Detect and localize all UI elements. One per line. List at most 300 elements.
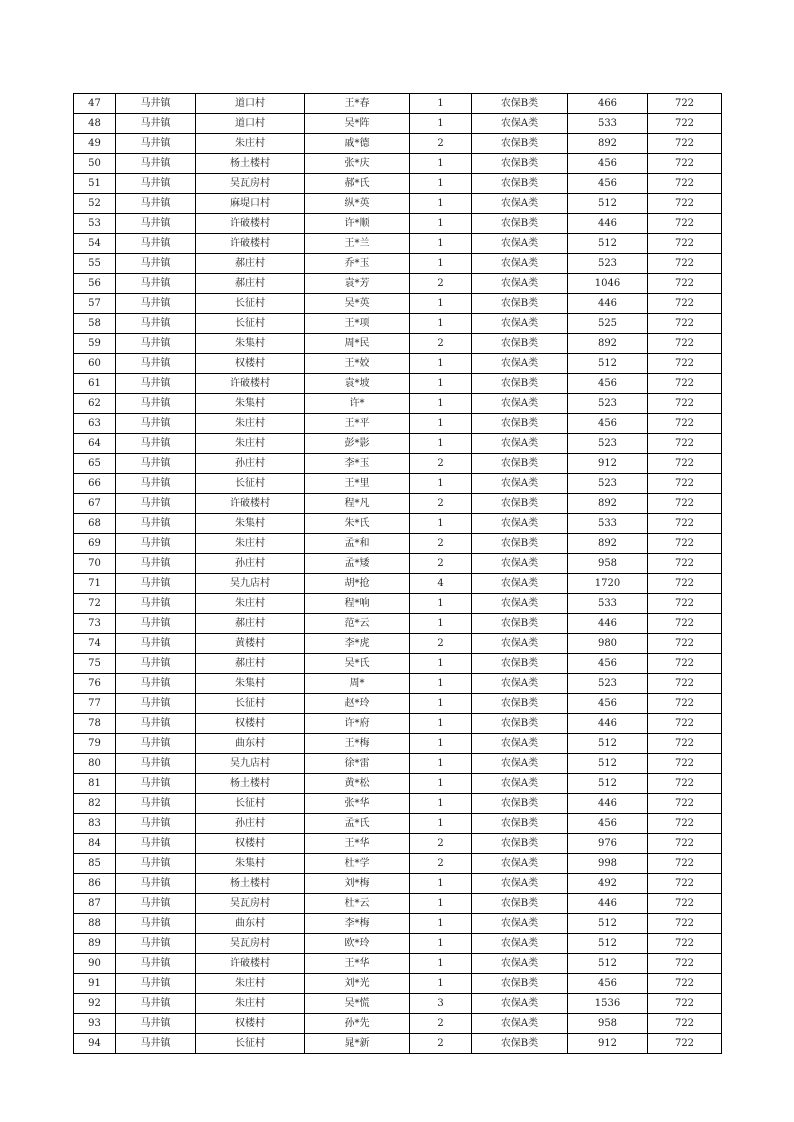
table-row	[74, 394, 722, 414]
table-cell: 周*民	[305, 334, 410, 354]
table-cell: 456	[568, 374, 648, 394]
table-cell: 87	[74, 894, 116, 914]
table-cell: 孙庄村	[196, 554, 305, 574]
table-cell: 农保B类	[472, 614, 568, 634]
table-cell: 1	[410, 674, 472, 694]
table-cell: 刘*梅	[305, 874, 410, 894]
table-cell: 长征村	[196, 314, 305, 334]
table-cell: 722	[648, 114, 722, 134]
table-cell: 512	[568, 914, 648, 934]
table-cell: 722	[648, 374, 722, 394]
table-cell: 73	[74, 614, 116, 634]
table-cell: 53	[74, 214, 116, 234]
table-cell: 李*虎	[305, 634, 410, 654]
table-cell: 1	[410, 214, 472, 234]
table-cell: 马井镇	[116, 374, 196, 394]
table-row	[74, 634, 722, 654]
table-cell: 55	[74, 254, 116, 274]
table-cell: 2	[410, 554, 472, 574]
table-cell: 杨土楼村	[196, 154, 305, 174]
table-cell: 吴*慌	[305, 994, 410, 1014]
table-cell: 94	[74, 1034, 116, 1054]
table-cell: 许破楼村	[196, 954, 305, 974]
table-cell: 农保A类	[472, 274, 568, 294]
table-cell: 王*华	[305, 834, 410, 854]
table-cell: 1	[410, 954, 472, 974]
table-cell: 农保A类	[472, 194, 568, 214]
table-cell: 1	[410, 774, 472, 794]
table-cell: 马井镇	[116, 754, 196, 774]
table-cell: 533	[568, 594, 648, 614]
table-cell: 马井镇	[116, 554, 196, 574]
table-cell: 乔*玉	[305, 254, 410, 274]
table-cell: 许*府	[305, 714, 410, 734]
table-cell: 长征村	[196, 1034, 305, 1054]
table-cell: 456	[568, 154, 648, 174]
table-cell: 袁*芳	[305, 274, 410, 294]
table-cell: 杨土楼村	[196, 874, 305, 894]
table-cell: 王*姣	[305, 354, 410, 374]
table-cell: 85	[74, 854, 116, 874]
table-row	[74, 774, 722, 794]
table-cell: 89	[74, 934, 116, 954]
table-cell: 2	[410, 634, 472, 654]
table-cell: 1	[410, 294, 472, 314]
table-row	[74, 834, 722, 854]
table-cell: 道口村	[196, 114, 305, 134]
table-cell: 农保A类	[472, 994, 568, 1014]
table-cell: 许*顺	[305, 214, 410, 234]
table-cell: 农保A类	[472, 354, 568, 374]
table-cell: 吴瓦房村	[196, 894, 305, 914]
table-cell: 农保A类	[472, 594, 568, 614]
table-cell: 纵*英	[305, 194, 410, 214]
table-cell: 523	[568, 254, 648, 274]
table-cell: 722	[648, 214, 722, 234]
table-cell: 农保A类	[472, 754, 568, 774]
table-cell: 农保B类	[472, 1034, 568, 1054]
table-cell: 欧*玲	[305, 934, 410, 954]
table-cell: 马井镇	[116, 574, 196, 594]
table-cell: 1	[410, 754, 472, 774]
table-row	[74, 474, 722, 494]
table-cell: 孙庄村	[196, 814, 305, 834]
table-cell: 1	[410, 194, 472, 214]
table-cell: 912	[568, 454, 648, 474]
table-cell: 马井镇	[116, 94, 196, 114]
table-cell: 农保B类	[472, 414, 568, 434]
table-row	[74, 534, 722, 554]
table-cell: 马井镇	[116, 854, 196, 874]
table-cell: 1	[410, 614, 472, 634]
table-cell: 张*华	[305, 794, 410, 814]
table-cell: 722	[648, 474, 722, 494]
table-cell: 马井镇	[116, 994, 196, 1014]
table-row	[74, 154, 722, 174]
table-row	[74, 374, 722, 394]
table-cell: 512	[568, 234, 648, 254]
table-cell: 722	[648, 274, 722, 294]
table-cell: 47	[74, 94, 116, 114]
table-cell: 孙庄村	[196, 454, 305, 474]
table-cell: 82	[74, 794, 116, 814]
table-cell: 农保A类	[472, 574, 568, 594]
table-cell: 533	[568, 514, 648, 534]
table-cell: 50	[74, 154, 116, 174]
table-cell: 马井镇	[116, 874, 196, 894]
table-cell: 1	[410, 734, 472, 754]
table-cell: 朱庄村	[196, 414, 305, 434]
table-row	[74, 234, 722, 254]
table-cell: 523	[568, 474, 648, 494]
table-cell: 农保A类	[472, 854, 568, 874]
table-cell: 王*梅	[305, 734, 410, 754]
table-row	[74, 414, 722, 434]
table-cell: 1	[410, 514, 472, 534]
table-cell: 512	[568, 774, 648, 794]
table-cell: 马井镇	[116, 834, 196, 854]
table-cell: 51	[74, 174, 116, 194]
table-cell: 赵*玲	[305, 694, 410, 714]
table-cell: 722	[648, 334, 722, 354]
table-cell: 722	[648, 394, 722, 414]
table-cell: 吴*阵	[305, 114, 410, 134]
table-cell: 958	[568, 1014, 648, 1034]
table-cell: 1	[410, 374, 472, 394]
table-cell: 722	[648, 954, 722, 974]
table-cell: 77	[74, 694, 116, 714]
table-cell: 马井镇	[116, 354, 196, 374]
table-cell: 马井镇	[116, 814, 196, 834]
table-cell: 54	[74, 234, 116, 254]
table-cell: 1	[410, 354, 472, 374]
table-cell: 农保A类	[472, 314, 568, 334]
table-cell: 农保B类	[472, 154, 568, 174]
table-cell: 农保B类	[472, 534, 568, 554]
table-cell: 62	[74, 394, 116, 414]
table-cell: 朱集村	[196, 854, 305, 874]
table-row	[74, 614, 722, 634]
table-cell: 范*云	[305, 614, 410, 634]
table-cell: 523	[568, 434, 648, 454]
table-cell: 722	[648, 654, 722, 674]
table-cell: 892	[568, 494, 648, 514]
table-cell: 1	[410, 694, 472, 714]
table-cell: 71	[74, 574, 116, 594]
table-cell: 998	[568, 854, 648, 874]
table-row	[74, 254, 722, 274]
table-cell: 512	[568, 354, 648, 374]
table-cell: 农保B类	[472, 134, 568, 154]
table-cell: 朱庄村	[196, 594, 305, 614]
table-cell: 王*平	[305, 414, 410, 434]
table-cell: 1	[410, 234, 472, 254]
table-cell: 525	[568, 314, 648, 334]
table-row	[74, 514, 722, 534]
table-cell: 孟*氏	[305, 814, 410, 834]
table-cell: 892	[568, 134, 648, 154]
table-cell: 马井镇	[116, 974, 196, 994]
table-cell: 4	[410, 574, 472, 594]
table-cell: 吴瓦房村	[196, 934, 305, 954]
table-row	[74, 174, 722, 194]
table-cell: 马井镇	[116, 314, 196, 334]
table-cell: 78	[74, 714, 116, 734]
table-cell: 81	[74, 774, 116, 794]
table-cell: 袁*坡	[305, 374, 410, 394]
table-cell: 76	[74, 674, 116, 694]
table-cell: 722	[648, 234, 722, 254]
table-row	[74, 334, 722, 354]
table-cell: 刘*光	[305, 974, 410, 994]
table-cell: 马井镇	[116, 414, 196, 434]
table-cell: 周*	[305, 674, 410, 694]
table-cell: 1	[410, 254, 472, 274]
table-cell: 1	[410, 114, 472, 134]
table-cell: 马井镇	[116, 654, 196, 674]
table-cell: 446	[568, 214, 648, 234]
table-cell: 722	[648, 294, 722, 314]
table-cell: 郝*氏	[305, 174, 410, 194]
table-cell: 郝庄村	[196, 274, 305, 294]
table-cell: 农保A类	[472, 394, 568, 414]
table-cell: 92	[74, 994, 116, 1014]
table-cell: 农保B类	[472, 494, 568, 514]
table-cell: 权楼村	[196, 354, 305, 374]
table-cell: 66	[74, 474, 116, 494]
table-cell: 1	[410, 174, 472, 194]
table-cell: 512	[568, 734, 648, 754]
table-cell: 农保B类	[472, 294, 568, 314]
table-cell: 1046	[568, 274, 648, 294]
table-cell: 农保A类	[472, 474, 568, 494]
table-cell: 722	[648, 754, 722, 774]
table-cell: 1	[410, 594, 472, 614]
table-cell: 许破楼村	[196, 494, 305, 514]
table-cell: 吴九店村	[196, 754, 305, 774]
table-cell: 马井镇	[116, 914, 196, 934]
table-cell: 2	[410, 1034, 472, 1054]
table-cell: 722	[648, 614, 722, 634]
table-cell: 722	[648, 514, 722, 534]
table-cell: 朱庄村	[196, 974, 305, 994]
table-cell: 2	[410, 134, 472, 154]
table-row	[74, 494, 722, 514]
table-cell: 农保B类	[472, 94, 568, 114]
table-cell: 马井镇	[116, 954, 196, 974]
table-cell: 权楼村	[196, 834, 305, 854]
table-cell: 722	[648, 1014, 722, 1034]
table-cell: 1	[410, 814, 472, 834]
table-cell: 722	[648, 974, 722, 994]
table-cell: 农保B类	[472, 654, 568, 674]
table-cell: 农保A类	[472, 434, 568, 454]
table-row	[74, 714, 722, 734]
table-cell: 马井镇	[116, 514, 196, 534]
table-cell: 722	[648, 714, 722, 734]
table-row	[74, 114, 722, 134]
table-cell: 曲东村	[196, 734, 305, 754]
table-cell: 722	[648, 894, 722, 914]
table-cell: 722	[648, 734, 722, 754]
table-cell: 朱集村	[196, 334, 305, 354]
table-cell: 722	[648, 534, 722, 554]
table-cell: 胡*抢	[305, 574, 410, 594]
table-cell: 农保B类	[472, 894, 568, 914]
table-cell: 戚*德	[305, 134, 410, 154]
table-cell: 1	[410, 914, 472, 934]
table-cell: 马井镇	[116, 694, 196, 714]
table-cell: 吴*英	[305, 294, 410, 314]
table-cell: 722	[648, 914, 722, 934]
table-cell: 朱集村	[196, 674, 305, 694]
table-cell: 892	[568, 334, 648, 354]
table-cell: 张*庆	[305, 154, 410, 174]
table-cell: 王*春	[305, 94, 410, 114]
table-cell: 722	[648, 874, 722, 894]
table-cell: 722	[648, 694, 722, 714]
table-cell: 2	[410, 854, 472, 874]
table-cell: 郝庄村	[196, 254, 305, 274]
table-cell: 69	[74, 534, 116, 554]
table-cell: 52	[74, 194, 116, 214]
table-cell: 马井镇	[116, 534, 196, 554]
table-cell: 64	[74, 434, 116, 454]
table-cell: 程*响	[305, 594, 410, 614]
table-row	[74, 554, 722, 574]
table-cell: 533	[568, 114, 648, 134]
table-cell: 马井镇	[116, 334, 196, 354]
table-cell: 农保A类	[472, 734, 568, 754]
table-cell: 马井镇	[116, 734, 196, 754]
table-cell: 1	[410, 794, 472, 814]
table-cell: 许破楼村	[196, 374, 305, 394]
table-row	[74, 94, 722, 114]
table-cell: 67	[74, 494, 116, 514]
table-cell: 93	[74, 1014, 116, 1034]
table-cell: 马井镇	[116, 214, 196, 234]
table-cell: 马井镇	[116, 274, 196, 294]
table-row	[74, 934, 722, 954]
table-cell: 2	[410, 334, 472, 354]
table-cell: 722	[648, 354, 722, 374]
table-cell: 1	[410, 474, 472, 494]
table-cell: 马井镇	[116, 254, 196, 274]
table-cell: 79	[74, 734, 116, 754]
table-cell: 722	[648, 434, 722, 454]
table-cell: 523	[568, 674, 648, 694]
table-cell: 马井镇	[116, 454, 196, 474]
table-cell: 马井镇	[116, 474, 196, 494]
table-cell: 2	[410, 834, 472, 854]
table-row	[74, 954, 722, 974]
table-cell: 王*华	[305, 954, 410, 974]
table-cell: 722	[648, 154, 722, 174]
table-row	[74, 1034, 722, 1054]
table-cell: 道口村	[196, 94, 305, 114]
table-cell: 曲东村	[196, 914, 305, 934]
table-cell: 2	[410, 274, 472, 294]
table-cell: 长征村	[196, 794, 305, 814]
table-row	[74, 274, 722, 294]
table-cell: 农保B类	[472, 454, 568, 474]
table-cell: 吴瓦房村	[196, 174, 305, 194]
table-cell: 马井镇	[116, 774, 196, 794]
table-cell: 农保A类	[472, 1014, 568, 1034]
table-cell: 农保A类	[472, 514, 568, 534]
table-cell: 58	[74, 314, 116, 334]
table-cell: 512	[568, 934, 648, 954]
table-cell: 456	[568, 654, 648, 674]
table-cell: 48	[74, 114, 116, 134]
table-cell: 1	[410, 314, 472, 334]
table-row	[74, 874, 722, 894]
table-cell: 722	[648, 814, 722, 834]
table-row	[74, 974, 722, 994]
table-cell: 1	[410, 714, 472, 734]
table-cell: 91	[74, 974, 116, 994]
table-cell: 1	[410, 414, 472, 434]
table-cell: 83	[74, 814, 116, 834]
table-cell: 1	[410, 394, 472, 414]
table-row	[74, 674, 722, 694]
table-cell: 722	[648, 834, 722, 854]
table-cell: 446	[568, 794, 648, 814]
table-cell: 512	[568, 194, 648, 214]
table-row	[74, 594, 722, 614]
table-cell: 456	[568, 174, 648, 194]
table-cell: 2	[410, 454, 472, 474]
table-cell: 农保A类	[472, 634, 568, 654]
table-cell: 722	[648, 194, 722, 214]
table-cell: 722	[648, 174, 722, 194]
table-cell: 马井镇	[116, 434, 196, 454]
table-cell: 王*里	[305, 474, 410, 494]
table-cell: 1	[410, 934, 472, 954]
table-cell: 长征村	[196, 474, 305, 494]
table-cell: 88	[74, 914, 116, 934]
table-cell: 权楼村	[196, 714, 305, 734]
table-cell: 65	[74, 454, 116, 474]
table-cell: 958	[568, 554, 648, 574]
table-cell: 1	[410, 894, 472, 914]
table-cell: 2	[410, 1014, 472, 1034]
table-cell: 徐*雷	[305, 754, 410, 774]
table-cell: 农保A类	[472, 954, 568, 974]
table-cell: 722	[648, 994, 722, 1014]
table-cell: 马井镇	[116, 594, 196, 614]
table-cell: 马井镇	[116, 194, 196, 214]
table-cell: 吴九店村	[196, 574, 305, 594]
table-cell: 49	[74, 134, 116, 154]
table-cell: 黄楼村	[196, 634, 305, 654]
table-cell: 56	[74, 274, 116, 294]
table-row	[74, 294, 722, 314]
table-row	[74, 694, 722, 714]
table-cell: 长征村	[196, 294, 305, 314]
table-row	[74, 994, 722, 1014]
table-cell: 722	[648, 314, 722, 334]
table-cell: 512	[568, 754, 648, 774]
table-cell: 492	[568, 874, 648, 894]
table-cell: 郝庄村	[196, 654, 305, 674]
table-row	[74, 754, 722, 774]
table-cell: 许破楼村	[196, 234, 305, 254]
table-cell: 杜*云	[305, 894, 410, 914]
table-cell: 1	[410, 654, 472, 674]
table-cell: 马井镇	[116, 934, 196, 954]
table-cell: 1720	[568, 574, 648, 594]
